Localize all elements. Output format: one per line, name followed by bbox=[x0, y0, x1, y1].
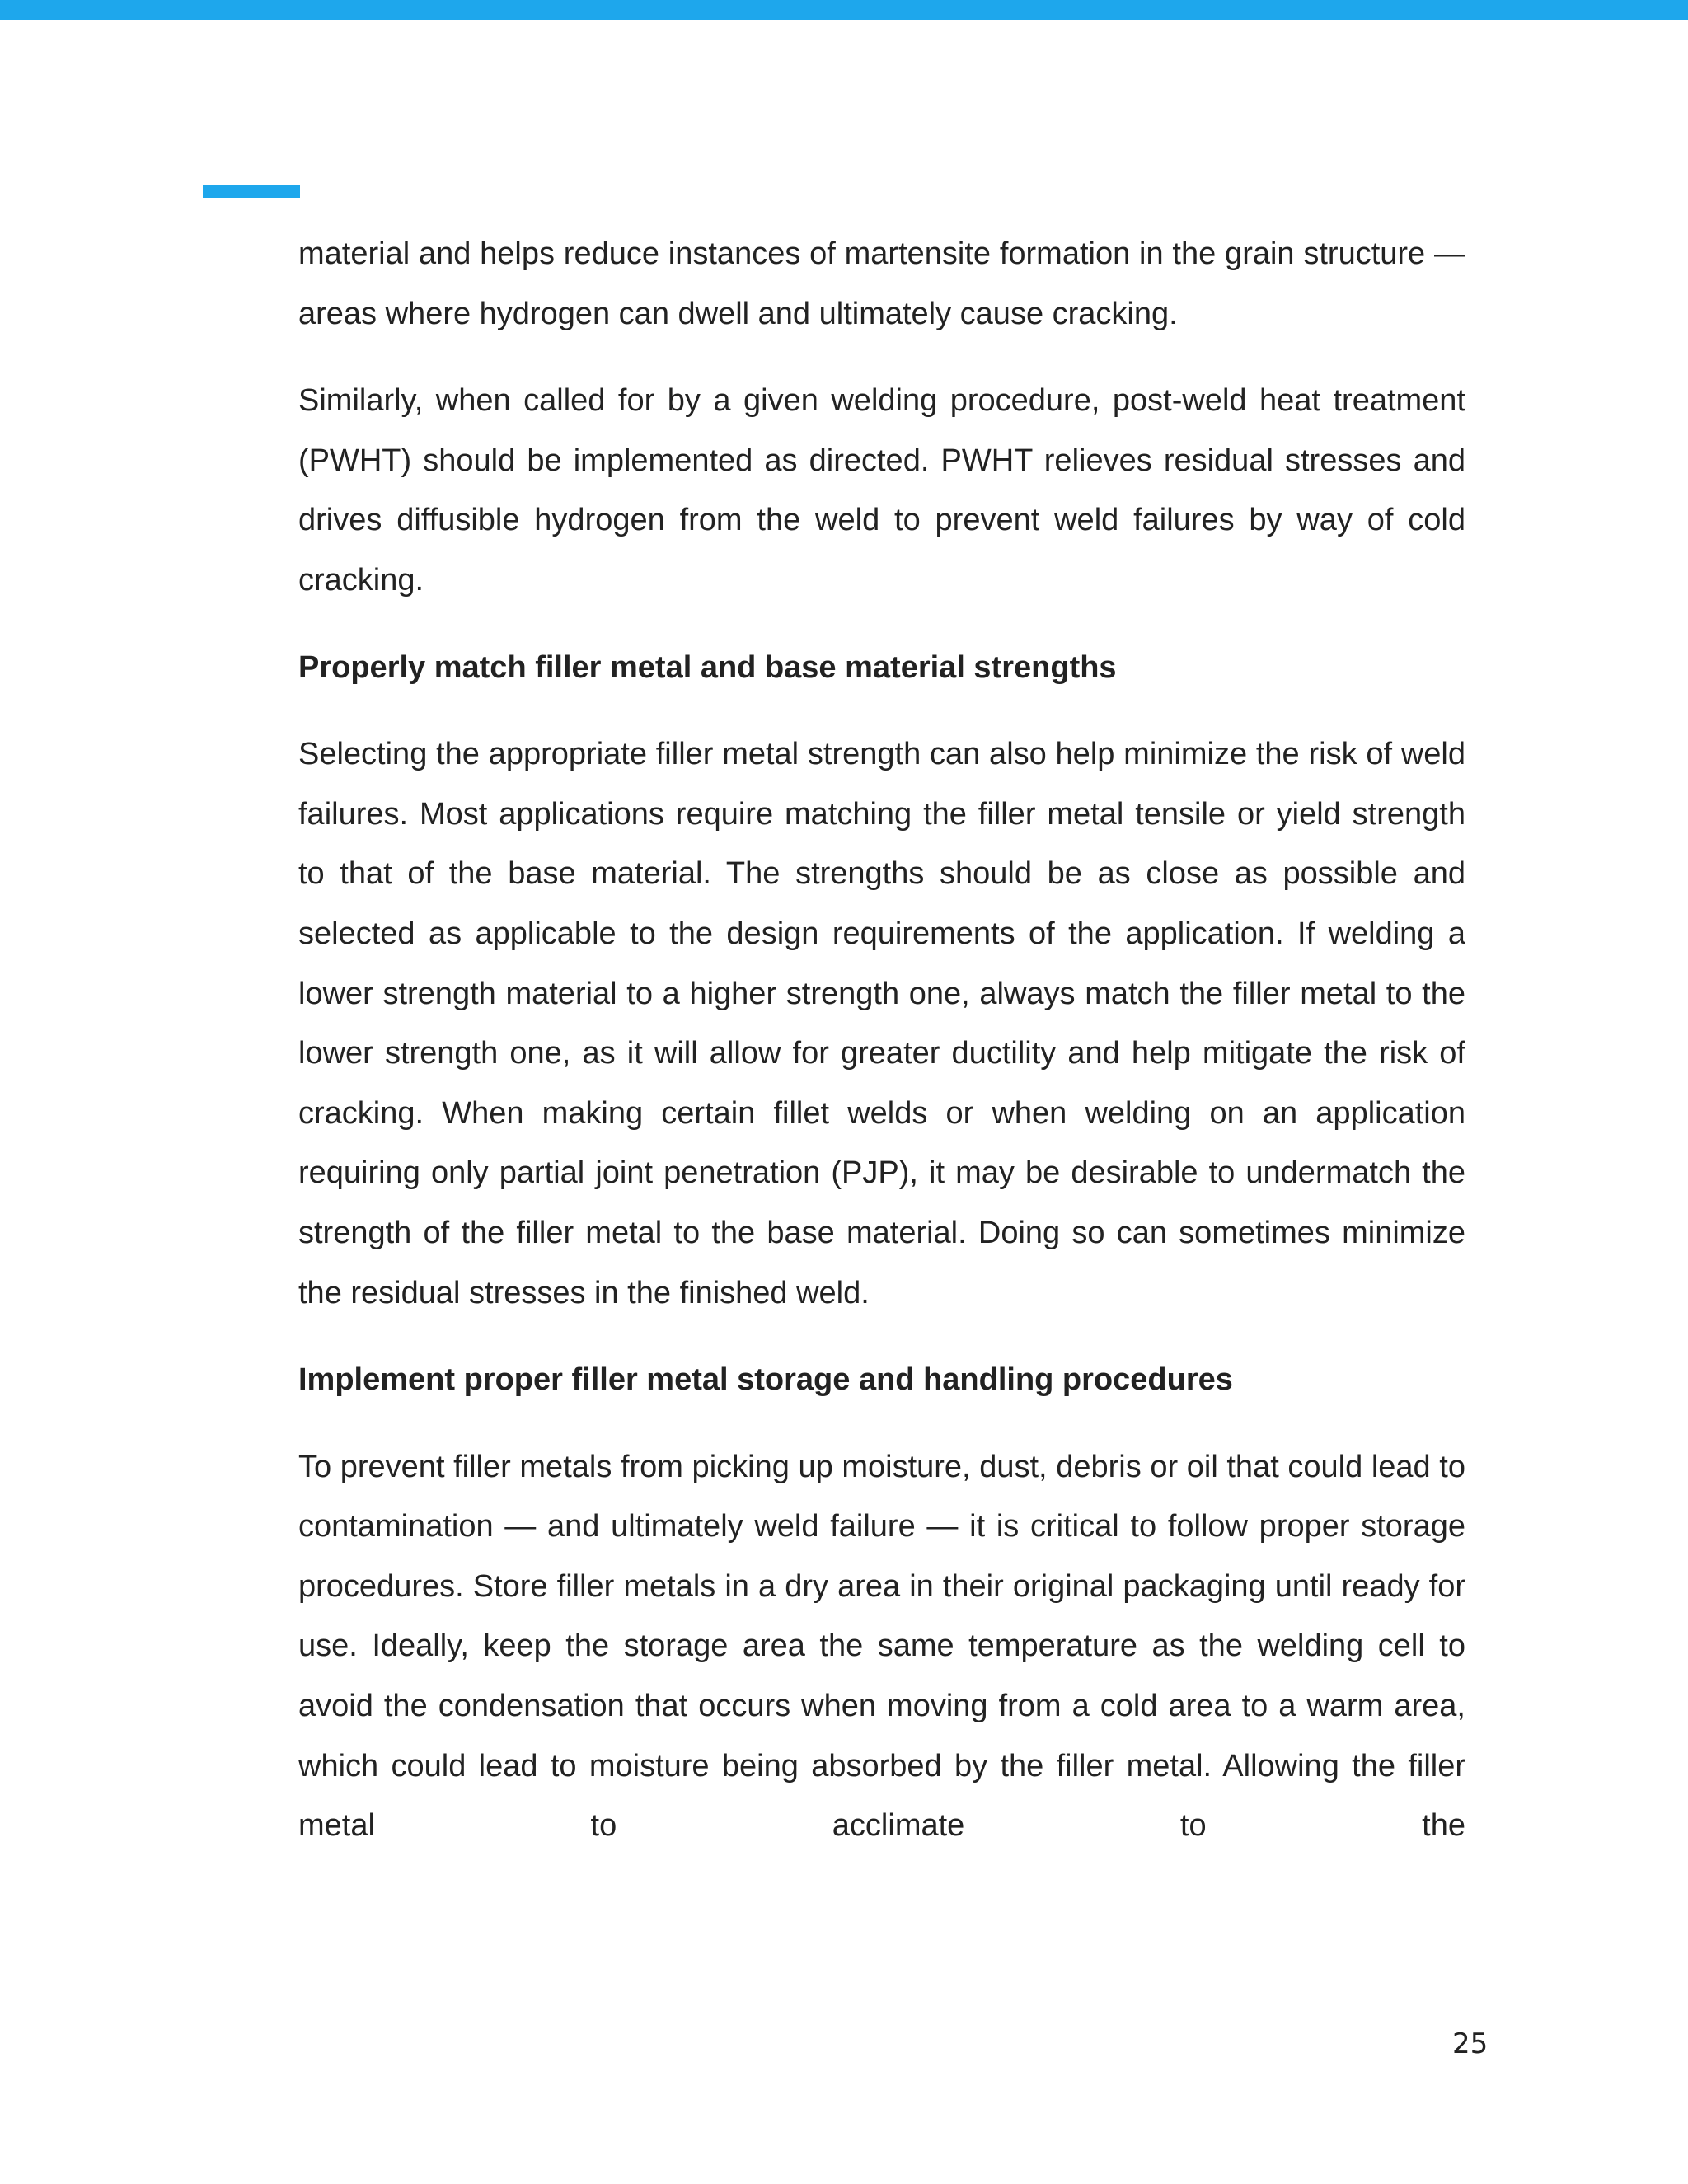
body-paragraph: material and helps reduce instances of martensite formation in the grain structure — areas where hydrogen can dwell and ultimately cause cracking. bbox=[298, 237, 1465, 331]
page-content bbox=[298, 224, 1465, 1883]
top-accent-bar bbox=[0, 0, 1688, 20]
section-heading: Implement proper filler metal storage and handling procedures bbox=[298, 1362, 1233, 1398]
section-heading: Properly match filler metal and base material strengths bbox=[298, 649, 1117, 685]
section-accent-mark bbox=[203, 185, 300, 198]
body-paragraph: Selecting the appropriate filler metal strength can also help minimize the risk of weld failures. Most applications require matching the filler metal tensile or yield strength to that of the base material. The strengths should be as close as possible and selected as applicable to the design requirements of the application. If welding a lower strength material to a higher strength one, always match the filler metal to the lower strength one, as it will allow for greater ductility and help mitigate the risk of cracking. When making certain fillet welds or when welding on an application requiring only partial joint penetration (PJP), it may be desirable to undermatch the strength of the filler metal to the base material. Doing so can sometimes minimize the residual stresses in the finished weld. bbox=[298, 737, 1465, 1310]
page-number: 25 bbox=[1452, 2027, 1489, 2060]
body-paragraph: To prevent filler metals from picking up moisture, dust, debris or oil that could lead to contamination — and ultimately weld failure — it is critical to follow proper storage procedures. Store filler metals in a dry area in their original packaging until ready for use. Ideally, keep the storage area the same temperature as the welding cell to avoid the condensation that occurs when moving from a cold area to a warm area, which could lead to moisture being absorbed by the filler metal. Allowing the filler metal to acclimate to the bbox=[298, 1449, 1465, 1844]
body-paragraph: Similarly, when called for by a given welding procedure, post-weld heat treatment (PWHT) should be implemented as directed. PWHT relieves residual stresses and drives diffusible hydrogen from the weld to prevent weld failures by way of cold cracking. bbox=[298, 383, 1465, 598]
